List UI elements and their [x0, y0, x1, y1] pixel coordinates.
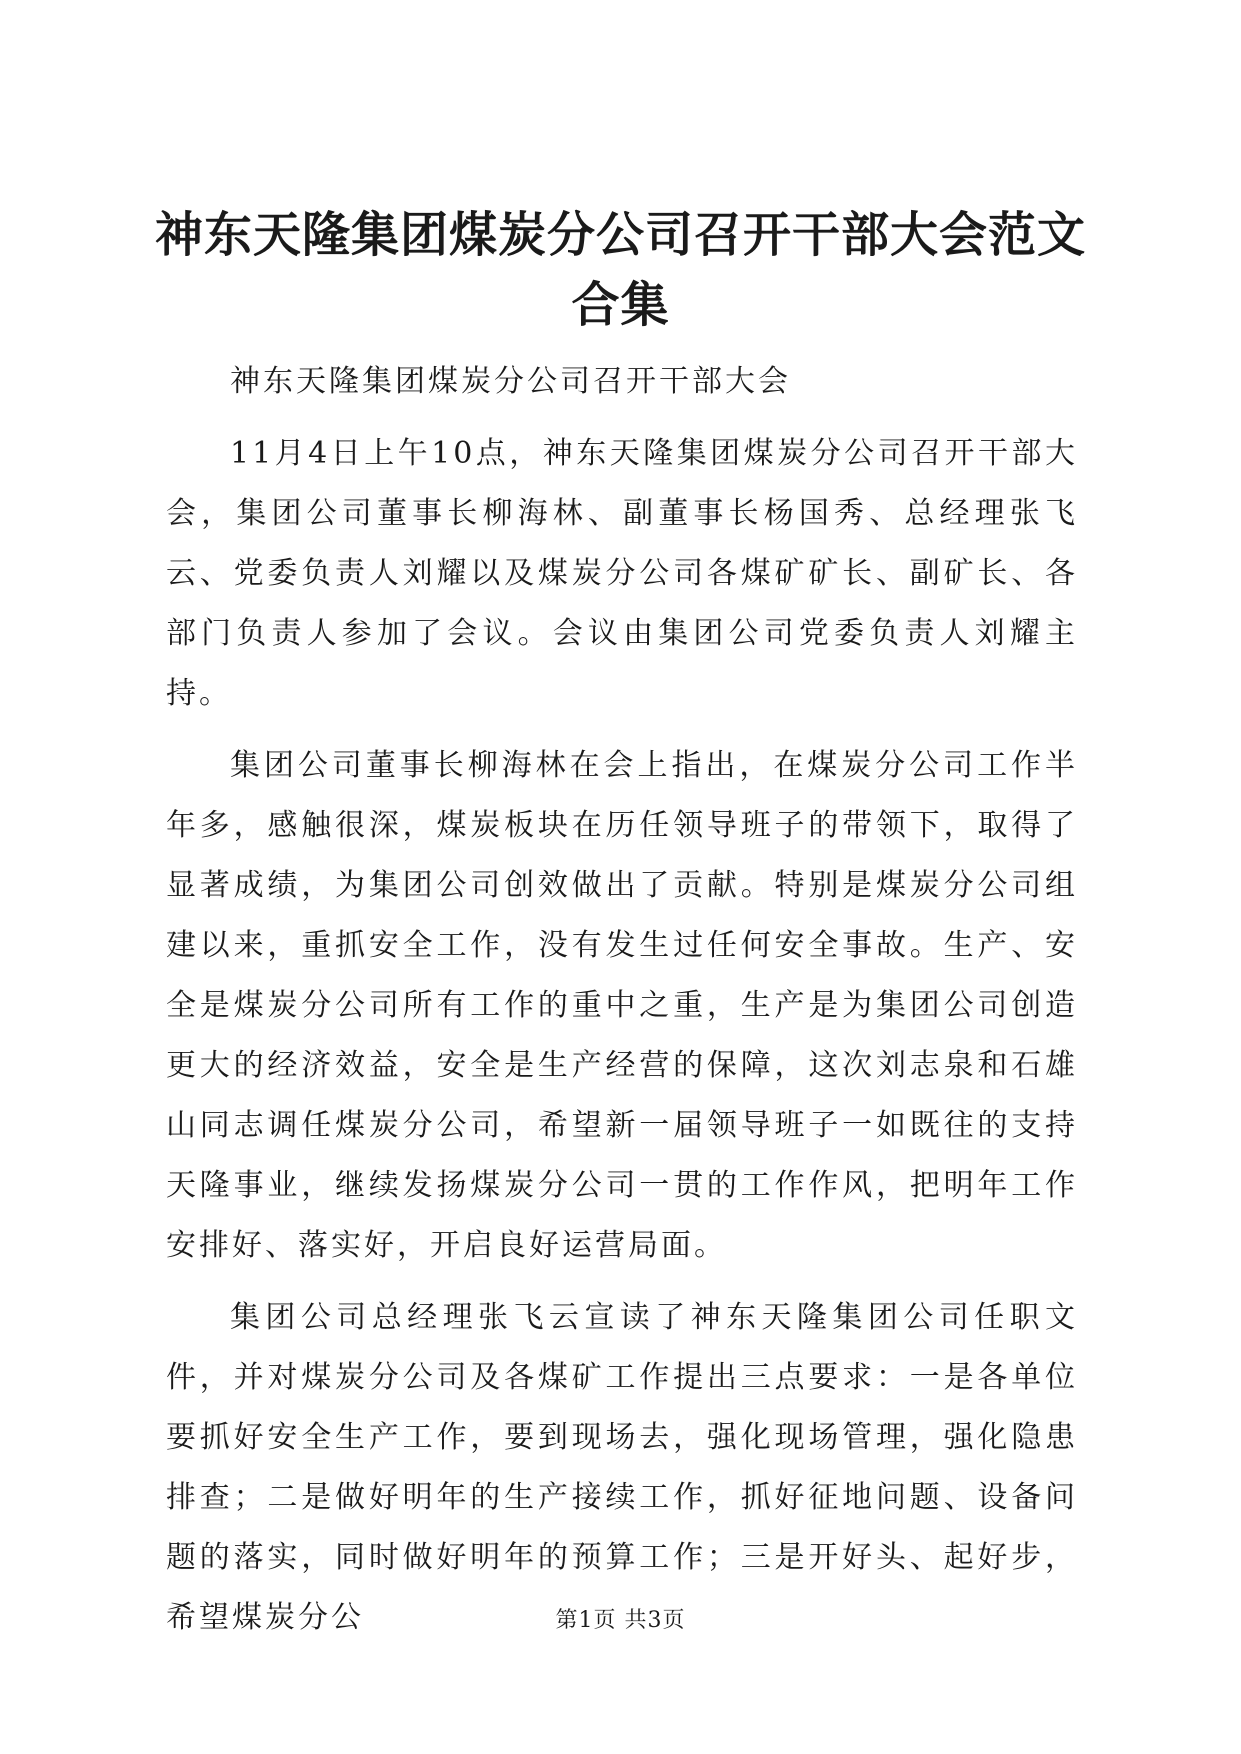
document-body — [166, 352, 1078, 1660]
paragraph-subtitle: 神东天隆集团煤炭分公司召开干部大会 — [230, 364, 791, 399]
document-title: 神东天隆集团煤炭分公司召开干部大会范文合集 — [154, 207, 1086, 333]
page-number-footer: 第1页 共3页 — [555, 1608, 686, 1633]
paragraph-meeting-info: 11月4日上午10点，神东天隆集团煤炭分公司召开干部大会，集团公司董事长柳海林、副董事长杨国秀、总经理张飞云、党委负责人刘耀以及煤炭分公司各煤矿矿长、副矿长、各部门负责人参加了会议。会议由集团公司党委负责人刘耀主持。 — [166, 436, 1078, 711]
paragraph-manager-requirements: 集团公司总经理张飞云宣读了神东天隆集团公司任职文件，并对煤炭分公司及各煤矿工作提出三点要求：一是各单位要抓好安全生产工作，要到现场去，强化现场管理，强化隐患排查；二是做好明年的生产接续工作，抓好征地问题、设备问题的落实，同时做好明年的预算工作；三是开好头、起好步，希望煤炭分公 — [166, 1300, 1078, 1635]
paragraph-chairman-remarks: 集团公司董事长柳海林在会上指出，在煤炭分公司工作半年多，感触很深，煤炭板块在历任领导班子的带领下，取得了显著成绩，为集团公司创效做出了贡献。特别是煤炭分公司组建以来，重抓安全工作，没有发生过任何安全事故。生产、安全是煤炭分公司所有工作的重中之重，生产是为集团公司创造更大的经济效益，安全是生产经营的保障，这次刘志泉和石雄山同志调任煤炭分公司，希望新一届领导班子一如既往的支持天隆事业，继续发扬煤炭分公司一贯的工作作风，把明年工作安排好、落实好，开启良好运营局面。 — [166, 748, 1078, 1263]
